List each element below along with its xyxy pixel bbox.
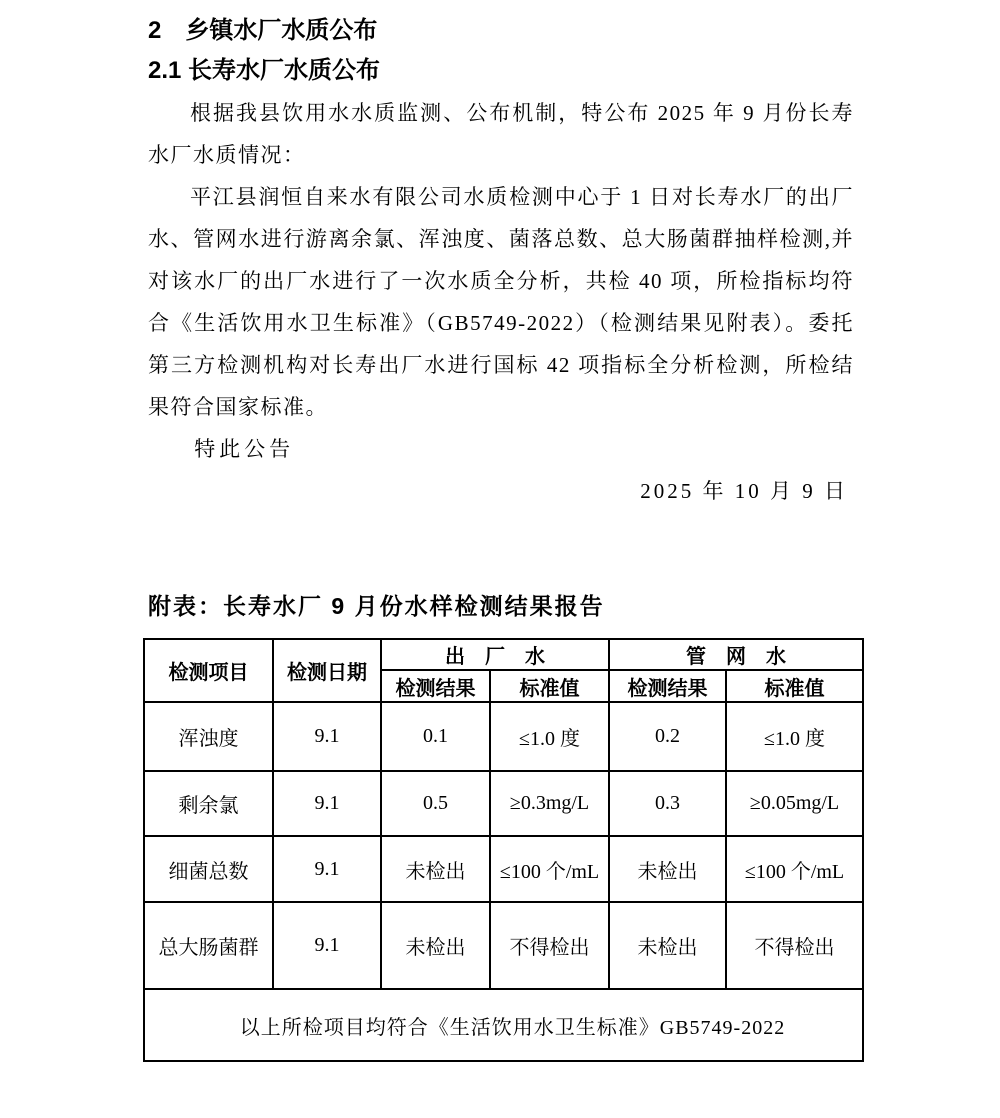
table-header-row-groups (144, 639, 863, 670)
cell-factory-standard: 不得检出 (490, 902, 609, 989)
paragraph-details: 平江县润恒自来水有限公司水质检测中心于 1 日对长寿水厂的出厂水、管网水进行游离余氯、浑浊度、菌落总数、总大肠菌群抽样检测,并对该水厂的出厂水进行了一次水质全分析，共检 40 项，所检指标均符合《生活饮用水卫生标准》（GB5749-2022）（检测结果见附表）。委托第三方检测机构对长寿出厂水进行国标 42 项指标全分析检测，所检结果符合国家标准。 (148, 185, 854, 419)
attachment-title: 附表：长寿水厂 9 月份水样检测结果报告 (148, 593, 605, 619)
header-cell-item: 检测项目 (144, 639, 273, 702)
cell-factory-result: 0.1 (381, 702, 490, 771)
cell-date: 9.1 (273, 902, 381, 989)
cell-pipe-standard: ≥0.05mg/L (726, 771, 863, 836)
cell-pipe-result: 未检出 (609, 836, 726, 902)
cell-factory-result: 未检出 (381, 836, 490, 902)
table-row (144, 771, 863, 836)
table-footer-row (144, 989, 863, 1061)
cell-item: 总大肠菌群 (144, 902, 273, 989)
announcement-body (148, 16, 854, 512)
cell-pipe-result: 0.3 (609, 771, 726, 836)
header-cell-pipe-water-group: 管 网 水 (609, 639, 863, 670)
attachment-section (143, 591, 865, 1062)
cell-pipe-standard: ≤1.0 度 (726, 702, 863, 771)
cell-factory-standard: ≤1.0 度 (490, 702, 609, 771)
cell-pipe-standard: 不得检出 (726, 902, 863, 989)
cell-factory-standard: ≥0.3mg/L (490, 771, 609, 836)
cell-item: 剩余氯 (144, 771, 273, 836)
cell-item: 细菌总数 (144, 836, 273, 902)
section-heading: 2 乡镇水厂水质公布 (148, 17, 378, 44)
table-row (144, 902, 863, 989)
header-cell-factory-result: 检测结果 (381, 670, 490, 702)
header-cell-date: 检测日期 (273, 639, 381, 702)
results-table (143, 638, 864, 1062)
subsection-heading: 2.1 长寿水厂水质公布 (148, 57, 381, 84)
header-cell-factory-standard: 标准值 (490, 670, 609, 702)
table-footer-note: 以上所检项目均符合《生活饮用水卫生标准》GB5749-2022 (144, 989, 863, 1061)
header-cell-pipe-result: 检测结果 (609, 670, 726, 702)
cell-factory-result: 未检出 (381, 902, 490, 989)
cell-date: 9.1 (273, 836, 381, 902)
date-line: 2025 年 10 月 9 日 (640, 479, 848, 503)
cell-date: 9.1 (273, 771, 381, 836)
header-cell-pipe-standard: 标准值 (726, 670, 863, 702)
closing-line: 特此公告 (194, 437, 295, 461)
cell-pipe-result: 0.2 (609, 702, 726, 771)
cell-date: 9.1 (273, 702, 381, 771)
header-cell-factory-water-group: 出 厂 水 (381, 639, 609, 670)
paragraph-intro: 根据我县饮用水水质监测、公布机制，特公布 2025 年 9 月份长寿水厂水质情况： (148, 101, 854, 167)
cell-pipe-standard: ≤100 个/mL (726, 836, 863, 902)
cell-factory-result: 0.5 (381, 771, 490, 836)
cell-item: 浑浊度 (144, 702, 273, 771)
table-row (144, 702, 863, 771)
table-row (144, 836, 863, 902)
cell-pipe-result: 未检出 (609, 902, 726, 989)
cell-factory-standard: ≤100 个/mL (490, 836, 609, 902)
